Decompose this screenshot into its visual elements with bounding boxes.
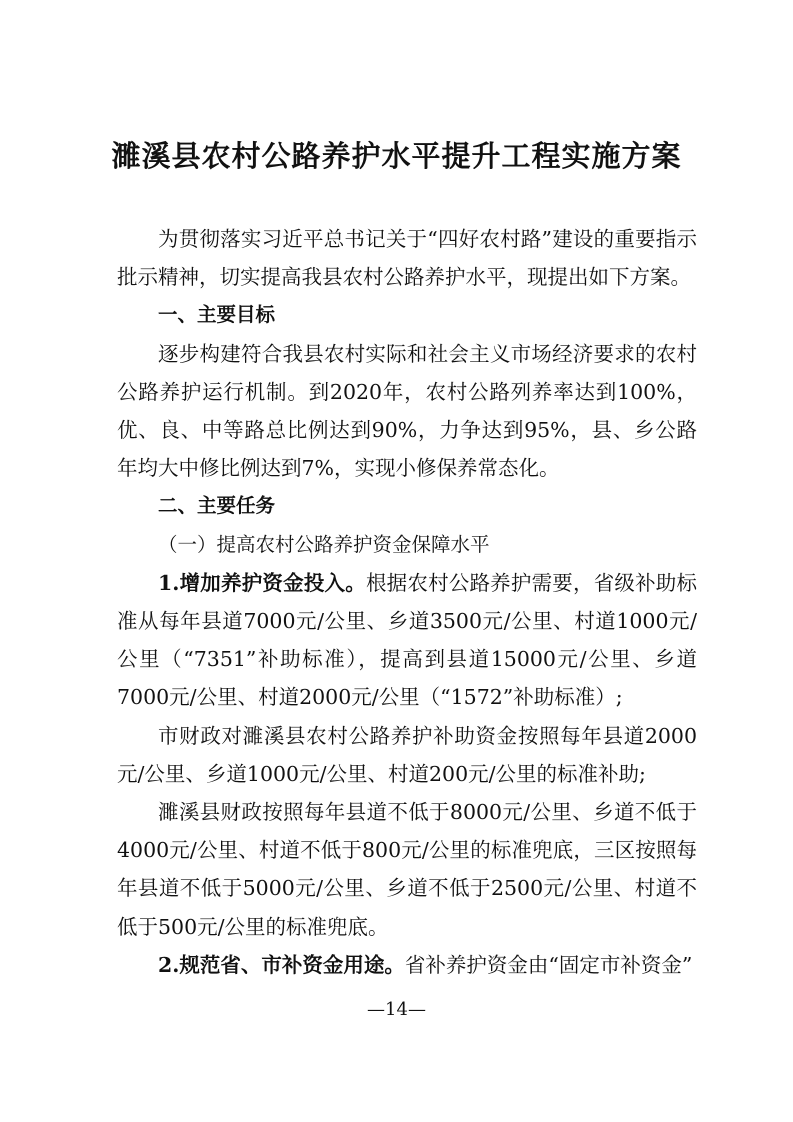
item-body-funding-increase: 根据农村公路养护需要，省级补助标准从每年县道7000元/公里、乡道3500元/公里、村道1000元/公里（“7351”补助标准），提高到县道15000元/公里、乡道7000元/公里、村道2000元/公里（“1572”补助标准）; (117, 570, 698, 710)
item-lead-funding-usage: 2.规范省、市补资金用途。 (158, 952, 405, 977)
section-heading-tasks: 二、主要任务 (158, 494, 276, 518)
city-subsidy-paragraph: 市财政对濉溪县农村公路养护补助资金按照每年县道2000元/公里、乡道1000元/公里、村道200元/公里的标准补助; (117, 723, 697, 786)
item-body-funding-usage: 省补养护资金由“固定市补资金” (404, 952, 693, 977)
section-heading-goals: 一、主要目标 (158, 303, 276, 327)
goals-paragraph: 逐步构建符合我县农村实际和社会主义市场经济要求的农村公路养护运行机制。到2020年，农村公路列养率达到100%，优、良、中等路总比例达到90%，力争达到95%，县、乡公路年均大中修比例达到7%，实现小修保养常态化。 (117, 341, 697, 481)
county-subsidy-paragraph: 濉溪县财政按照每年县道不低于8000元/公里、乡道不低于4000元/公里、村道不低于800元/公里的标准兜底，三区按照每年县道不低于5000元/公里、乡道不低于2500元/公里、村道不低于500元/公里的标准兜底。 (117, 800, 697, 939)
page-title: 濉溪县农村公路养护水平提升工程实施方案 (111, 139, 682, 173)
page-number: —14— (367, 999, 426, 1020)
item-paragraph-funding-usage (117, 946, 697, 984)
intro-paragraph: 为贯彻落实习近平总书记关于“四好农村路”建设的重要指示批示精神，切实提高我县农村公路养护水平，现提出如下方案。 (117, 227, 697, 290)
document-body (117, 220, 697, 984)
item-paragraph-funding-increase (117, 564, 697, 717)
item-lead-funding-increase: 1.增加养护资金投入。 (158, 570, 366, 595)
subsection-heading-funding: （一）提高农村公路养护资金保障水平 (158, 532, 490, 556)
